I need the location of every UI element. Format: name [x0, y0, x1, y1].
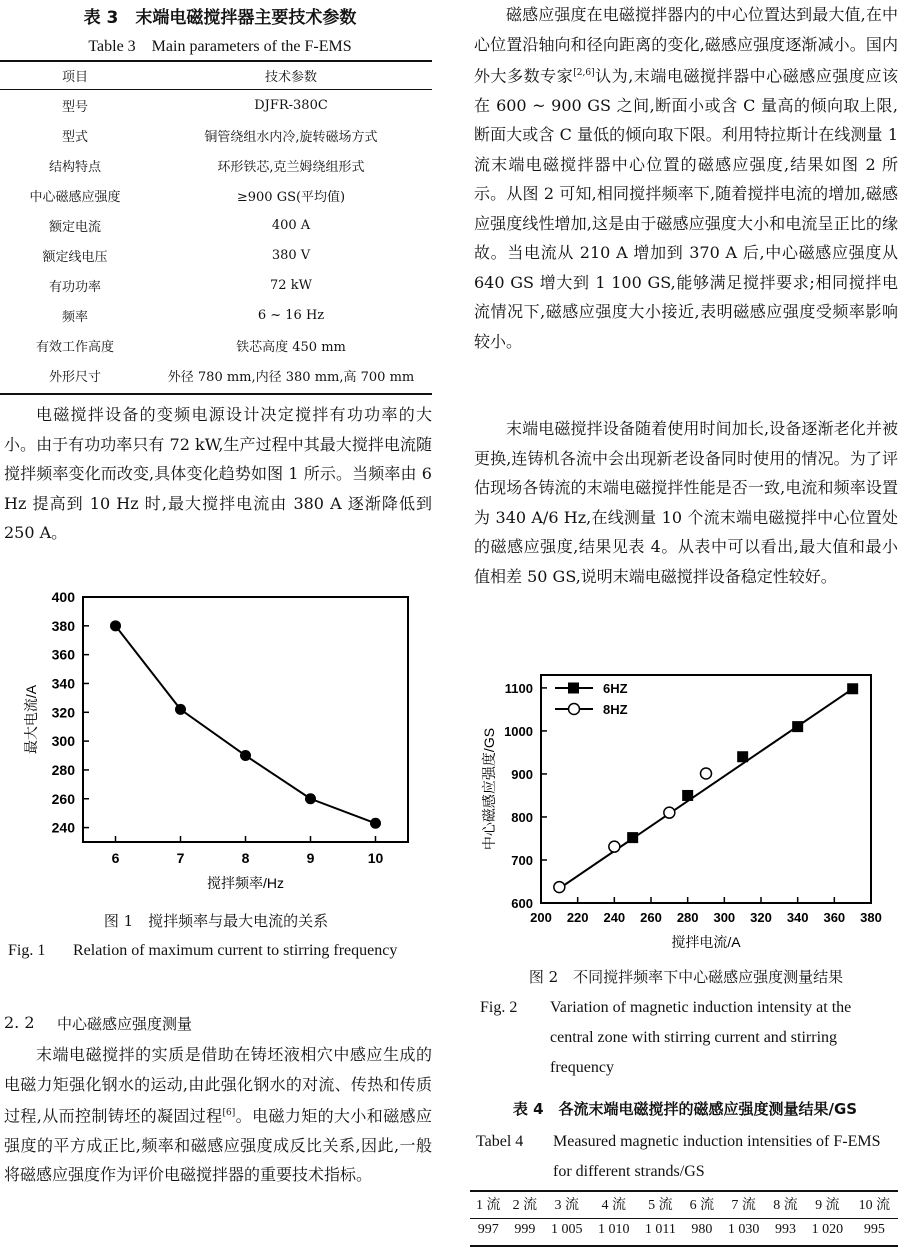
- y-tick-label: 280: [51, 761, 75, 778]
- table3-item-cell: 型式: [61, 129, 88, 145]
- right-paragraph-1: [474, 0, 898, 356]
- y-tick-label: 800: [511, 809, 533, 825]
- table4-header-cell: 4 流: [601, 1198, 626, 1213]
- x-tick-label: 8: [241, 850, 250, 866]
- table3-row: [0, 300, 432, 330]
- figure-2-caption-en: Variation of magnetic induction intensity at the central zone with stirring current and stirring frequency: [550, 999, 852, 1076]
- table4-bottom-rule: [470, 1245, 898, 1247]
- table3-item-cell: 频率: [61, 309, 88, 325]
- table3-header-row: [0, 60, 432, 90]
- x-axis-label: 搅拌频率/Hz: [207, 875, 284, 890]
- table3-title-en: Table 3 Main parameters of the F-EMS: [88, 38, 352, 55]
- table4: [470, 1191, 898, 1243]
- table3-row: [0, 150, 432, 180]
- y-axis-label: 最大电流/A: [23, 684, 39, 755]
- right-paragraph-2: 末端电磁搅拌设备随着使用时间加长,设备逐渐老化并被更换,连铸机各流中会出现新老设备同时使用的情况。为了评估现场各铸流的末端电磁搅拌性能是否一致,电流和频率设置为 340 A/6 Hz,在线测量 10 个流末端电磁搅拌中心位置处的磁感应强度,结果见表 4。从表中可以看出,最大值和最小值相差 50 GS,说明末端电磁搅拌设备稳定性较好。: [474, 419, 898, 586]
- x-tick-label: 7: [176, 850, 185, 866]
- y-axis-label: 中心磁感应强度/GS: [481, 727, 497, 851]
- data-point-6hz: [682, 790, 693, 801]
- x-tick-label: 9: [306, 850, 315, 866]
- data-point-6hz: [737, 751, 748, 762]
- table3-item-cell: 有效工作高度: [35, 339, 114, 355]
- citation-ref: [6]: [222, 1108, 236, 1118]
- table3-value-cell: 环形铁芯,克兰姆绕组形式: [217, 159, 365, 175]
- data-point-6hz: [627, 832, 638, 843]
- table3-header-cell: 技术参数: [264, 69, 317, 85]
- x-tick-label: 320: [750, 910, 772, 925]
- y-tick-label: 240: [51, 819, 75, 836]
- table4-value-cell: 1 011: [644, 1222, 676, 1237]
- table3-title-zh: 表 3 末端电磁搅拌器主要技术参数: [83, 8, 357, 28]
- table3-item-cell: 额定电流: [48, 219, 101, 235]
- table3-value-cell: 铜管绕组水内冷,旋转磁场方式: [204, 129, 378, 145]
- data-point-8hz: [609, 841, 620, 852]
- data-point: [110, 620, 121, 631]
- citation-ref: [2,6]: [573, 68, 595, 78]
- y-tick-label: 600: [511, 896, 533, 911]
- table3: [0, 60, 432, 390]
- table3-bottom-rule: [0, 393, 432, 395]
- x-tick-label: 220: [566, 910, 589, 925]
- table4-value-row: [470, 1217, 898, 1243]
- x-axis-label: 搅拌电流/A: [671, 934, 741, 950]
- table3-item-cell: 额定线电压: [42, 249, 108, 265]
- table3-row: [0, 180, 432, 210]
- table4-header-cell: 8 流: [773, 1198, 798, 1213]
- series-line: [116, 626, 376, 823]
- table3-value-cell: ≥900 GS(平均值): [236, 189, 346, 205]
- table4-title-en: Measured magnetic induction intensities of F-EMS for different strands/GS: [553, 1133, 881, 1180]
- y-tick-label: 340: [51, 675, 75, 692]
- data-point-6hz: [792, 721, 803, 732]
- table4-header-cell: 3 流: [554, 1198, 579, 1213]
- table3-item-cell: 外形尺寸: [48, 369, 101, 385]
- table3-item-cell: 型号: [61, 99, 88, 115]
- figure-1-caption-en: Relation of maximum current to stirring frequency: [73, 942, 398, 959]
- data-point-6hz: [847, 683, 858, 694]
- x-tick-label: 10: [367, 850, 384, 866]
- data-point: [305, 793, 316, 804]
- y-tick-label: 360: [51, 646, 75, 663]
- data-point-8hz: [701, 768, 712, 779]
- y-tick-label: 900: [511, 766, 533, 782]
- figure-1-caption-zh: 图 1 搅拌频率与最大电流的关系: [103, 912, 329, 930]
- right-paragraph-1-text: 磁感应强度在电磁搅拌器内的中心位置达到最大值,在中心位置沿轴向和径向距离的变化,磁感应强度逐渐减小。国内外大多数专家: [474, 5, 898, 86]
- x-tick-label: 300: [713, 910, 736, 925]
- data-point: [175, 704, 186, 715]
- figure-2-caption-zh: 图 2 不同搅拌频率下中心磁感应强度测量结果: [528, 968, 844, 986]
- data-point: [240, 750, 251, 761]
- figure-1-chart: [15, 585, 415, 890]
- table4-value-cell: 995: [863, 1222, 885, 1237]
- legend-label-8hz: 8HZ: [603, 702, 628, 717]
- table4-value-cell: 1 005: [550, 1222, 583, 1237]
- y-tick-label: 700: [511, 852, 533, 868]
- table3-value-cell: DJFR-380C: [254, 97, 328, 113]
- trend-line: [556, 689, 853, 891]
- y-tick-label: 380: [51, 617, 75, 634]
- table4-header-cell: 6 流: [689, 1198, 715, 1213]
- table4-value-cell: 999: [514, 1222, 536, 1237]
- legend-marker-8hz: [569, 704, 580, 715]
- left-paragraph-2: [4, 1040, 432, 1190]
- x-tick-label: 380: [860, 910, 882, 925]
- left-paragraph-2-text: 。电磁力矩的大小和磁感应强度的平方成正比,频率和磁感应强度成反比关系,因此,一般将磁感应强度作为评价电磁搅拌器的重要技术指标。: [4, 1106, 432, 1185]
- table4-title-zh: 表 4 各流末端电磁搅拌的磁感应强度测量结果/GS: [512, 1100, 858, 1118]
- table3-value-cell: 380 V: [271, 247, 311, 263]
- figure-2-caption-en-label: Fig. 2: [480, 999, 518, 1016]
- y-tick-label: 300: [51, 733, 75, 750]
- legend-label-6hz: 6HZ: [603, 681, 628, 696]
- table4-header-row: [470, 1191, 898, 1217]
- table3-row: [0, 330, 432, 360]
- y-tick-label: 320: [51, 704, 75, 721]
- table3-item-cell: 中心磁感应强度: [29, 189, 121, 205]
- table3-body: [0, 90, 432, 390]
- section-title: 中心磁感应强度测量: [57, 1015, 193, 1033]
- y-tick-label: 400: [51, 589, 75, 605]
- figure-1-caption-en-label: Fig. 1: [8, 942, 46, 959]
- y-tick-label: 260: [51, 790, 75, 807]
- x-tick-label: 200: [530, 910, 552, 925]
- table4-header-cell: 5 流: [648, 1198, 673, 1213]
- right-paragraph-1-text: 认为,末端电磁搅拌器中心磁感应强度应该在 600 ~ 900 GS 之间,断面小或含 C 量高的倾向取上限,断面大或含 C 量低的倾向取下限。利用特拉斯计在线测量 1 流末端电磁搅拌器中心位置的磁感应强度,结果如图 2 所示。从图 2 可知,相同搅拌频率下,随着搅拌电流的增加,磁感应强度线性增加,这是由于磁感应强度大小和电流呈正比的缘故。当电流从 210 A 增加到 370 A 后,中心磁感应强度从 640 GS 增大到 1 100 GS,能够满足搅拌要求;相同搅拌电流情况下,磁感应强度大小接近,表明磁感应强度受频率影响较小。: [474, 66, 898, 351]
- table4-value-cell: 1 020: [811, 1222, 844, 1237]
- table3-row: [0, 210, 432, 240]
- table3-item-cell: 结构特点: [48, 159, 101, 175]
- x-tick-label: 360: [823, 910, 846, 925]
- data-point-8hz: [664, 807, 675, 818]
- left-paragraph-2-text: 末端电磁搅拌的实质是借助在铸坯液相穴中感应生成的电磁力矩强化钢水的运动,由此强化钢水的对流、传热和传质过程,从而控制铸坯的凝固过程: [4, 1045, 432, 1126]
- table3-row: [0, 240, 432, 270]
- figure-2-chart: [478, 665, 888, 955]
- table3-header-cell: 项目: [61, 69, 88, 85]
- legend-marker-6hz: [568, 683, 579, 694]
- table3-row: [0, 120, 432, 150]
- table3-row: [0, 360, 432, 390]
- x-tick-label: 240: [603, 910, 626, 925]
- table4-value-cell: 980: [691, 1222, 713, 1237]
- table4-value-cell: 993: [775, 1222, 796, 1237]
- data-point: [370, 818, 381, 829]
- table4-value-cell: 997: [477, 1222, 499, 1237]
- table3-value-cell: 外径 780 mm,内径 380 mm,高 700 mm: [167, 369, 415, 385]
- x-tick-label: 280: [676, 910, 699, 925]
- table3-value-cell: 72 kW: [270, 277, 312, 293]
- table3-value-cell: 铁芯高度 450 mm: [236, 339, 346, 355]
- x-tick-label: 260: [640, 910, 662, 925]
- table4-title-en-label: Tabel 4: [476, 1133, 524, 1150]
- table3-value-cell: 400 A: [271, 217, 311, 233]
- table3-value-cell: 6 ~ 16 Hz: [257, 307, 325, 323]
- data-point-8hz: [554, 882, 565, 893]
- table4-header-cell: 7 流: [731, 1198, 756, 1213]
- table3-row: [0, 90, 432, 120]
- table4-value-cell: 1 030: [727, 1222, 760, 1237]
- x-tick-label: 6: [111, 850, 120, 866]
- table4-header-cell: 9 流: [815, 1198, 840, 1213]
- y-tick-label: 1100: [504, 680, 533, 696]
- section-number: 2. 2: [4, 1013, 35, 1032]
- table4-header-cell: 1 流: [476, 1198, 501, 1213]
- table4-header-cell: 2 流: [512, 1198, 538, 1213]
- plot-frame: [83, 597, 408, 842]
- x-tick-label: 340: [786, 910, 809, 925]
- table3-item-cell: 有功功率: [48, 279, 101, 295]
- table3-row: [0, 270, 432, 300]
- table4-header-cell: 10 流: [858, 1198, 891, 1213]
- table4-value-cell: 1 010: [598, 1222, 630, 1237]
- left-paragraph-1: 电磁搅拌设备的变频电源设计决定搅拌有功功率的大小。由于有功功率只有 72 kW,生产过程中其最大搅拌电流随搅拌频率变化而改变,具体变化趋势如图 1 所示。当频率由 6 Hz 提高到 10 Hz 时,最大搅拌电流由 380 A 逐渐降低到 250 A。: [4, 405, 432, 542]
- y-tick-label: 1000: [504, 723, 533, 739]
